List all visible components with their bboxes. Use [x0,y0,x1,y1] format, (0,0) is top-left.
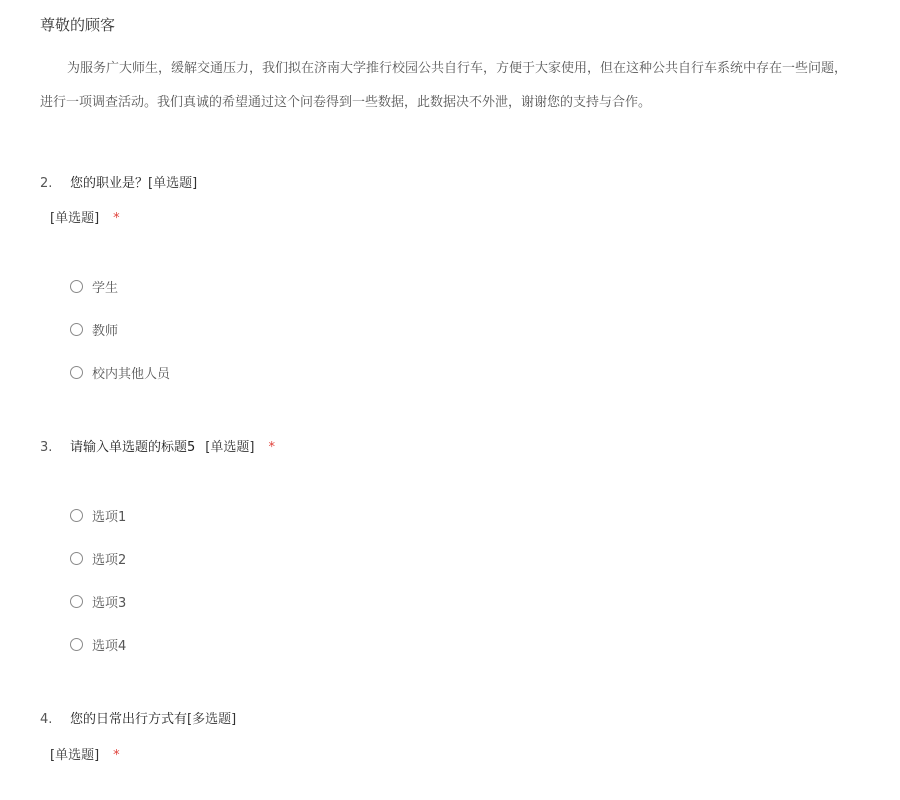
required-mark: * [113,211,120,226]
radio-button[interactable] [70,552,83,565]
question-2-option-3[interactable] [70,362,170,382]
question-2-subtype [50,207,120,226]
option-label: 校内其他人员 [92,366,171,382]
question-2-option-1[interactable] [70,276,118,296]
question-text: 您的职业是？ [70,176,149,191]
question-2-title [40,172,197,191]
question-type-label: [单选题] [50,211,100,226]
question-number: 2. [40,176,53,191]
question-number: 3. [40,440,53,455]
question-4-title [40,708,236,727]
radio-button[interactable] [70,509,83,522]
option-label: 选项2 [92,552,127,568]
option-label: 选项4 [92,638,127,654]
question-number: 4. [40,712,53,727]
greeting-heading: 尊敬的顾客 [40,16,116,34]
required-mark: * [113,748,120,763]
question-3-option-3[interactable] [70,591,126,611]
option-label: 选项3 [92,595,127,611]
intro-paragraph-line-2: 进行一项调查活动。我们真诚的希望通过这个问卷得到一些数据，此数据决不外泄，谢谢您的支持与合作。 [40,95,652,110]
question-3-option-2[interactable] [70,548,126,568]
question-4-subtype [50,744,120,763]
question-3-option-1[interactable] [70,505,126,525]
option-label: 选项1 [92,509,127,525]
option-label: 教师 [92,323,119,339]
question-type-label: [单选题] [50,748,100,763]
radio-button[interactable] [70,595,83,608]
question-type-label: [多选题] [187,712,237,727]
required-mark: * [268,440,275,455]
question-3-title [40,436,275,455]
question-text: 您的日常出行方式有 [70,712,188,727]
radio-button[interactable] [70,638,83,651]
intro-paragraph-line-1: 为服务广大师生，缓解交通压力，我们拟在济南大学推行校园公共自行车，方便于大家使用，但在这种公共自行车系统中存在一些问题， [67,61,848,76]
option-label: 学生 [92,280,119,296]
radio-button[interactable] [70,323,83,336]
question-text: 请输入单选题的标题5 [70,440,196,455]
question-type-label: [单选题] [148,176,198,191]
question-2-option-2[interactable] [70,319,118,339]
question-type-label: [单选题] [205,440,255,455]
radio-button[interactable] [70,280,83,293]
radio-button[interactable] [70,366,83,379]
question-3-option-4[interactable] [70,634,126,654]
